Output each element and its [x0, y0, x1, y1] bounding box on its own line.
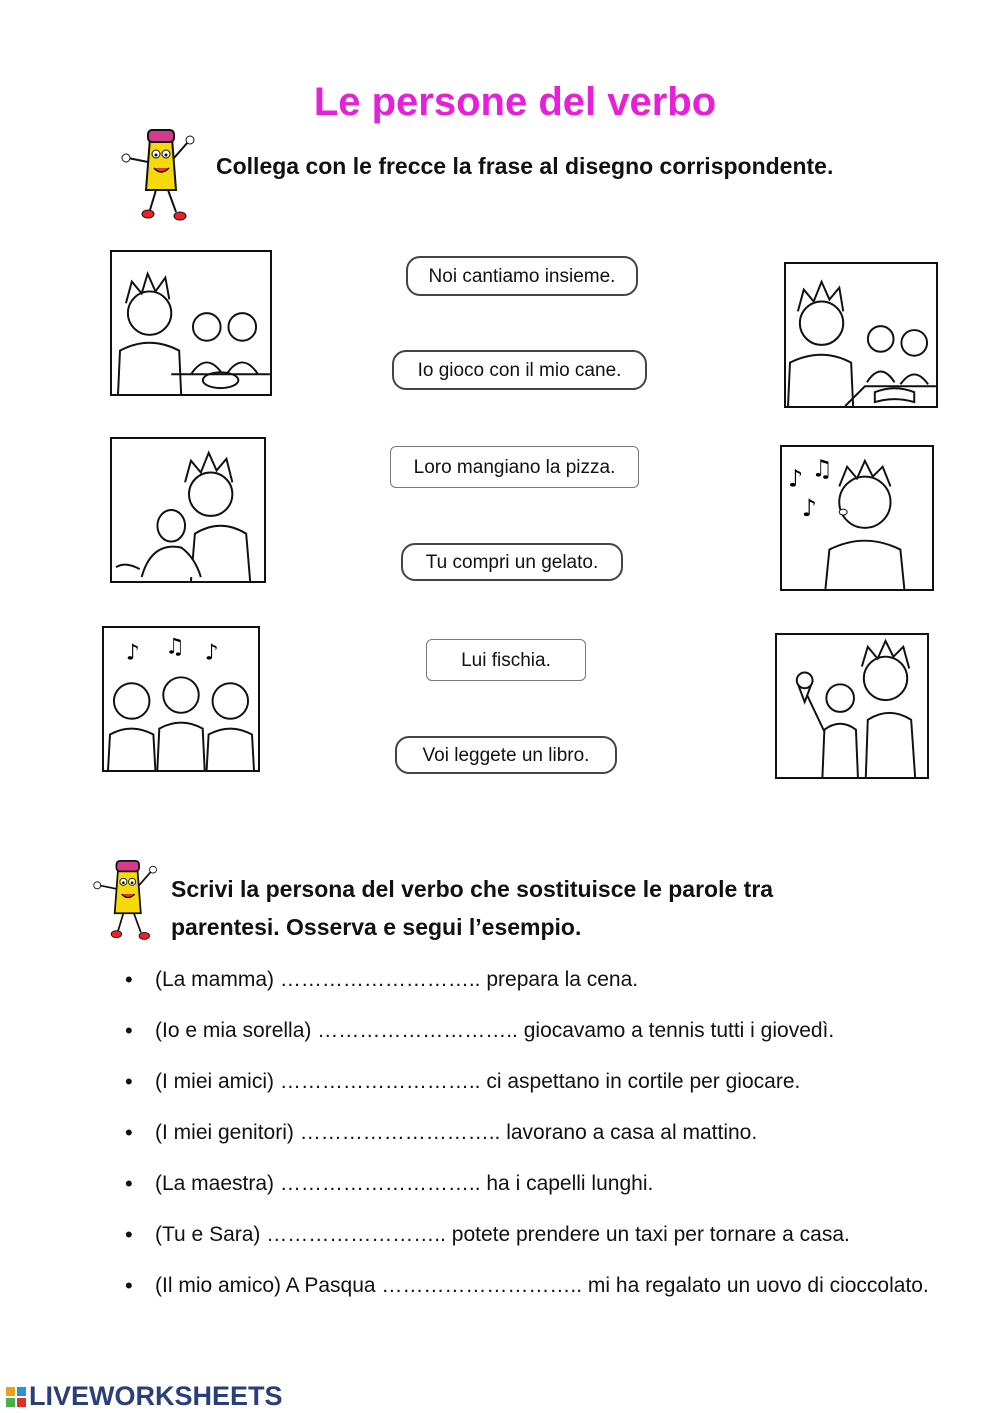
svg-text:♫: ♫ [165, 634, 185, 660]
list-item[interactable]: • (La maestra) ……………………….. ha i capelli lunghi. [125, 1166, 965, 1217]
sentence-box-6[interactable]: Voi leggete un libro. [395, 736, 617, 774]
picture-child-with-ice-cream[interactable] [775, 633, 929, 779]
sentence-box-2[interactable]: Io gioco con il mio cane. [392, 350, 647, 390]
svg-text:♪: ♪ [801, 494, 817, 523]
list-item[interactable]: • (La mamma) ……………………….. prepara la cena. [125, 962, 965, 1013]
liveworksheets-logo-icon [5, 1385, 27, 1409]
exercise2-instruction [171, 870, 961, 946]
picture-boy-whistling[interactable] [780, 445, 934, 591]
picture-boy-with-dog[interactable] [110, 437, 266, 583]
sentence-box-1[interactable]: Noi cantiamo insieme. [406, 256, 638, 296]
list-item[interactable]: • (I miei genitori) ……………………….. lavorano a casa al mattino. [125, 1115, 965, 1166]
picture-children-eating-pizza[interactable] [110, 250, 272, 396]
exercise2-instruction-line2: parentesi. Osserva e segui l’esempio. [171, 914, 582, 940]
brand-text: LIVEWORKSHEETS [29, 1381, 283, 1411]
exercise1-instruction: Collega con le frecce la frase al disegno corrispondente. [216, 153, 834, 179]
svg-text:♪: ♪ [125, 640, 140, 666]
exercise2-instruction-line1: Scrivi la persona del verbo che sostituisce le parole tra [171, 876, 774, 902]
sentence-box-4[interactable]: Tu compri un gelato. [401, 543, 623, 581]
exercise2-list [125, 962, 965, 1311]
svg-text:♪: ♪ [204, 640, 219, 666]
sentence-box-3[interactable]: Loro mangiano la pizza. [390, 446, 639, 488]
list-item[interactable]: • (Io e mia sorella) ……………………….. giocavamo a tennis tutti i giovedì. [125, 1013, 965, 1064]
liveworksheets-logo [5, 1381, 283, 1412]
picture-children-singing[interactable] [102, 626, 260, 772]
svg-text:♫: ♫ [811, 454, 833, 483]
page-title: Le persone del verbo [313, 80, 717, 124]
list-item[interactable]: • (I miei amici) ……………………….. ci aspettano in cortile per giocare. [125, 1064, 965, 1115]
picture-children-reading[interactable] [784, 262, 938, 408]
sentence-box-5[interactable]: Lui fischia. [426, 639, 586, 681]
list-item[interactable]: • (Il mio amico) A Pasqua ……………………….. mi ha regalato un uovo di cioccolato. [125, 1261, 965, 1311]
pencil-mascot-icon [92, 853, 160, 949]
list-item[interactable]: • (Tu e Sara) …………………….. potete prendere un taxi per tornare a casa. [125, 1217, 965, 1268]
svg-text:♪: ♪ [787, 464, 804, 493]
pencil-mascot-icon [120, 128, 198, 224]
